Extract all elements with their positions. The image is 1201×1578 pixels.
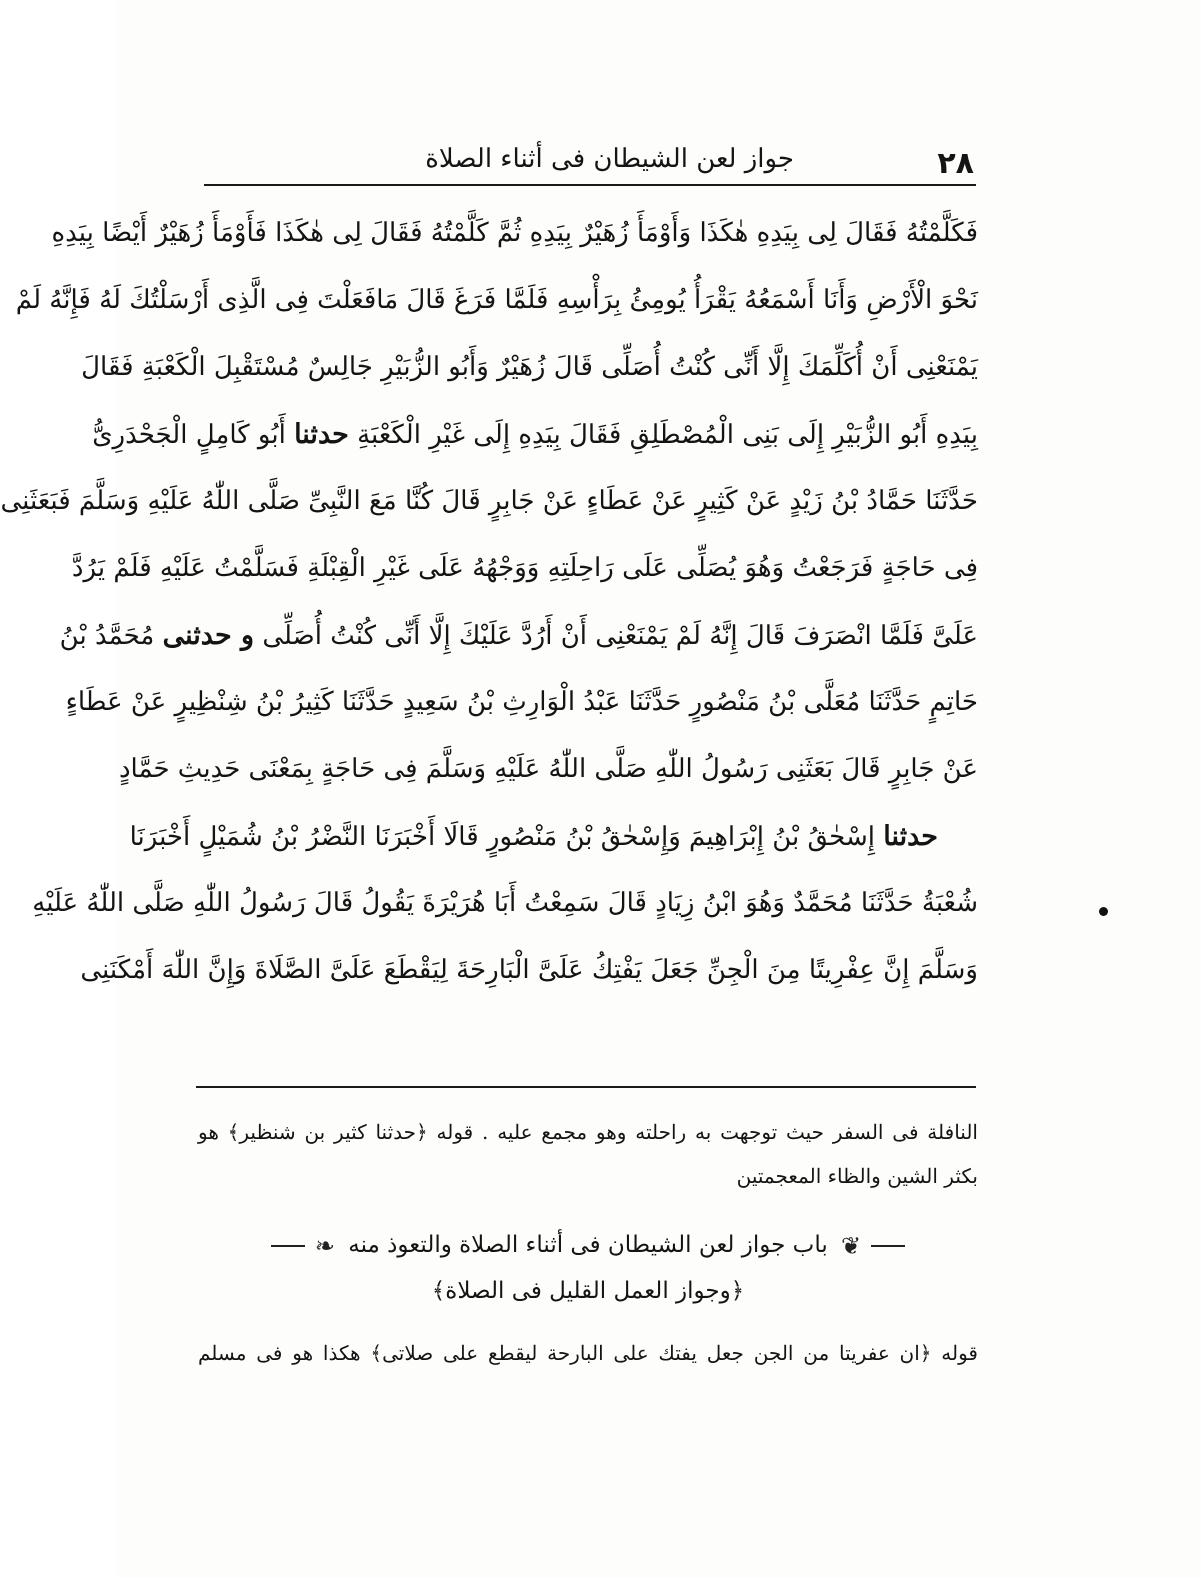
text-segment: عَلَىَّ فَلَمَّا انْصَرَفَ قَالَ إِنَّهُ لَمْ يَمْنَعْنِى أَنْ أَرُدَّ عَلَيْكَ إِلَّا أَنِّى كُنْتُ أُصَلِّى <box>262 621 978 651</box>
commentary-line: قوله ﴿ان عفريتا من الجن جعل يفتك على البارحة ليقطع على صلاتى﴾ هكذا هو فى مسلم <box>198 1341 978 1365</box>
footnote-rule <box>196 1086 976 1088</box>
text-line: عَنْ جَابِرٍ قَالَ بَعَثَنِى رَسُولُ اللّٰهِ صَلَّى اللّٰهُ عَلَيْهِ وَسَلَّمَ فِى حَاجَةٍ بِمَعْنَى حَدِيثِ حَمَّادٍ <box>118 754 978 784</box>
haddathana-marker: حدثنا <box>883 821 938 852</box>
dash-rule <box>871 1245 905 1247</box>
haddathani-marker: و حدثنى <box>162 620 255 651</box>
running-title: جواز لعن الشيطان فى أثناء الصلاة <box>425 144 794 174</box>
header-rule <box>204 184 976 186</box>
text-line: وَسَلَّمَ إِنَّ عِفْرِيتًا مِنَ الْجِنِّ جَعَلَ يَفْتِكُ عَلَىَّ الْبَارِحَةَ لِيَقْطَعَ عَلَىَّ الصَّلَاةَ وَإِنَّ اللّٰهَ أَمْكَنَنِى <box>80 955 978 985</box>
text-segment: مُحَمَّدُ بْنُ <box>59 621 155 651</box>
text-line: حَدَّثَنَا حَمَّادُ بْنُ زَيْدٍ عَنْ كَثِيرٍ عَنْ عَطَاءٍ عَنْ جَابِرٍ قَالَ كُنَّا مَعَ النَّبِىِّ صَلَّى اللّٰهُ عَلَيْهِ وَسَلَّمَ فَبَعَثَنِى <box>0 486 978 516</box>
footnote-line: النافلة فى السفر حيث توجهت به راحلته وهو مجمع عليه . قوله ﴿حدثنا كثير بن شنظير﴾ هو <box>198 1120 978 1144</box>
footnote-line: بكثر الشين والظاء المعجمتين <box>736 1164 978 1188</box>
text-line <box>92 401 978 468</box>
chapter-title <box>198 1222 978 1268</box>
text-segment: بِيَدِهِ أَبُو الزُّبَيْرِ إِلَى بَنِى الْمُصْطَلِقِ فَقَالَ بِيَدِهِ إِلَى غَيْرِ الْكَعْبَةِ <box>357 420 978 450</box>
chapter-subtitle: ﴿وجواز العمل القليل فى الصلاة﴾ <box>431 1278 745 1304</box>
text-line: يَمْنَعْنِى أَنْ أُكَلِّمَكَ إِلَّا أَنِّى كُنْتُ أُصَلِّى قَالَ زُهَيْرٌ وَأَبُو الزُّبَيْرِ جَالِسٌ مُسْتَقْبِلَ الْكَعْبَةِ فَقَالَ <box>81 352 978 382</box>
chapter-heading <box>198 1222 978 1314</box>
chapter-title-text: باب جواز لعن الشيطان فى أثناء الصلاة والتعوذ منه <box>348 1232 828 1258</box>
text-line <box>59 602 978 669</box>
commentary <box>198 1330 978 1376</box>
text-line: فِى حَاجَةٍ فَرَجَعْتُ وَهُوَ يُصَلِّى عَلَى رَاحِلَتِهِ وَوَجْهُهُ عَلَى غَيْرِ الْقِبْلَةِ فَسَلَّمْتُ عَلَيْهِ فَلَمْ يَرُدَّ <box>71 553 978 583</box>
footnote <box>198 1110 978 1198</box>
text-line <box>129 803 978 870</box>
page-header <box>204 138 974 188</box>
text-segment: إِسْحٰقُ بْنُ إِبْرَاهِيمَ وَإِسْحٰقُ بْنُ مَنْصُورٍ قَالَا أَخْبَرَنَا النَّضْرُ بْنُ شُمَيْلٍ أَخْبَرَنَا <box>129 822 875 852</box>
margin-dot <box>1099 907 1108 916</box>
floral-ornament-icon: ❦ <box>841 1232 862 1260</box>
text-line: شُعْبَةُ حَدَّثَنَا مُحَمَّدٌ وَهُوَ ابْنُ زِيَادٍ قَالَ سَمِعْتُ أَبَا هُرَيْرَةَ يَقُولُ قَالَ رَسُولُ اللّٰهِ صَلَّى اللّٰهُ عَلَيْهِ <box>32 888 978 918</box>
dash-rule <box>271 1245 305 1247</box>
page-number: ٢٨ <box>937 146 974 181</box>
text-line: نَحْوَ الْأَرْضِ وَأَنَا أَسْمَعُهُ يَقْرَأُ يُومِئُ بِرَأْسِهِ فَلَمَّا فَرَغَ قَالَ مَافَعَلْتَ فِى الَّذِى أَرْسَلْتُكَ لَهُ فَإِنَّهُ لَمْ <box>15 285 978 315</box>
text-line: حَاتِمٍ حَدَّثَنَا مُعَلَّى بْنُ مَنْصُورٍ حَدَّثَنَا عَبْدُ الْوَارِثِ بْنُ سَعِيدٍ حَدَّثَنَا كَثِيرُ بْنُ شِنْظِيرٍ عَنْ عَطَاءٍ <box>65 687 978 717</box>
hadith-text <box>0 200 978 1004</box>
text-line: فَكَلَّمْتُهُ فَقَالَ لِى بِيَدِهِ هٰكَذَا وَأَوْمَأَ زُهَيْرٌ بِيَدِهِ ثُمَّ كَلَّمْتُهُ فَقَالَ لِى هٰكَذَا فَأَوْمَأَ زُهَيْرٌ أَيْضًا بِيَدِهِ <box>51 218 978 248</box>
haddathana-marker: حدثنا <box>294 419 349 450</box>
text-segment: أَبُو كَامِلٍ الْجَحْدَرِىُّ <box>92 420 286 450</box>
floral-ornament-icon: ❧ <box>314 1232 335 1260</box>
